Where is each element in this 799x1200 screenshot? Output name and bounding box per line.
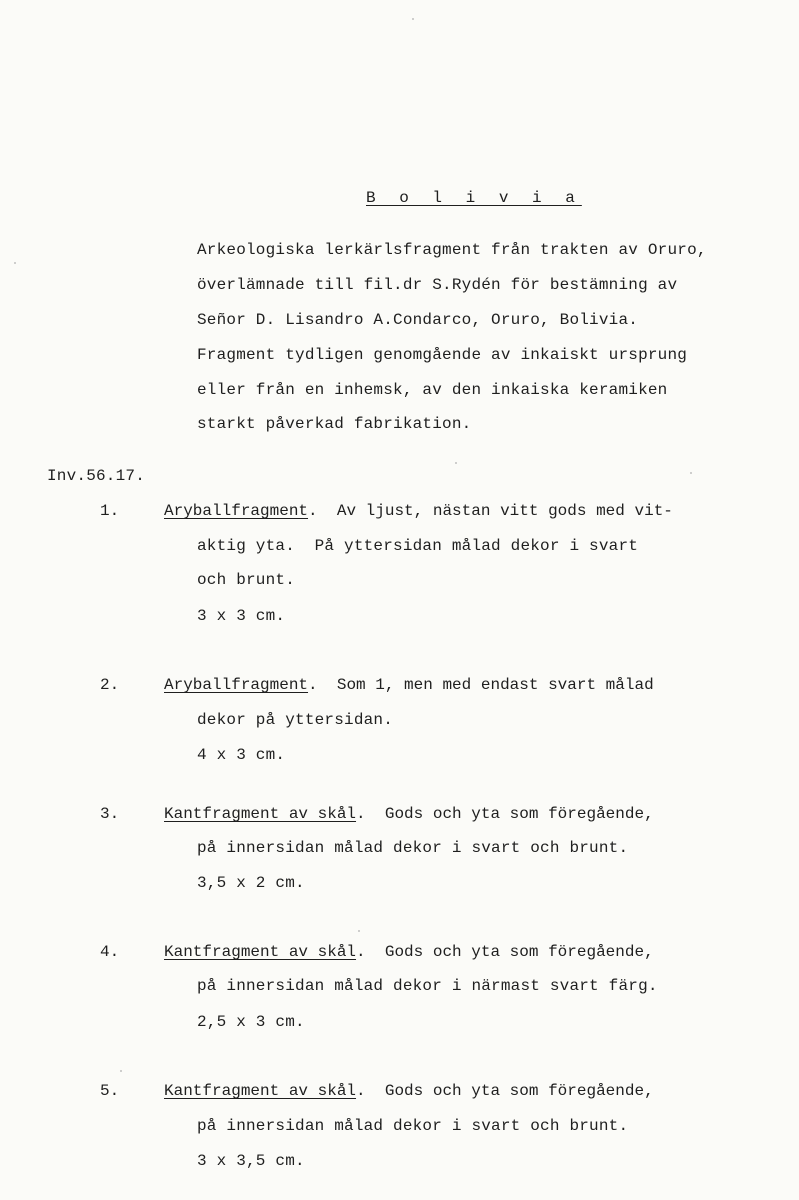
- item-headline: [164, 1081, 654, 1101]
- item-size: 3 x 3,5 cm.: [197, 1152, 305, 1170]
- item-text: . Gods och yta som föregående,: [356, 943, 654, 961]
- item-headline: [164, 804, 654, 824]
- paper-speck: [120, 1070, 122, 1072]
- item-number: 3.: [100, 805, 120, 823]
- paper-speck: [455, 462, 457, 464]
- item-line: aktig yta. På yttersidan målad dekor i svart: [197, 537, 639, 555]
- page-title: B o l i v i a: [366, 189, 582, 207]
- item-number: 5.: [100, 1082, 120, 1100]
- item-line: dekor på yttersidan.: [197, 711, 394, 729]
- intro-line: överlämnade till fil.dr S.Rydén för bestämning av: [197, 276, 678, 294]
- item-heading: Kantfragment av skål: [164, 805, 357, 823]
- item-headline: [164, 942, 654, 962]
- paper-speck: [358, 930, 360, 932]
- item-headline: [164, 675, 654, 695]
- item-line: på innersidan målad dekor i svart och brunt.: [197, 1117, 629, 1135]
- item-heading: Kantfragment av skål: [164, 943, 357, 961]
- item-number: 4.: [100, 943, 120, 961]
- paper-speck: [412, 18, 414, 20]
- intro-line: Fragment tydligen genomgående av inkaiskt ursprung: [197, 346, 688, 364]
- item-line: och brunt.: [197, 571, 296, 589]
- item-text: . Gods och yta som föregående,: [356, 1082, 654, 1100]
- item-heading: Aryballfragment: [164, 676, 309, 694]
- item-size: 3,5 x 2 cm.: [197, 874, 305, 892]
- intro-line: eller från en inhemsk, av den inkaiska keramiken: [197, 381, 668, 399]
- item-number: 2.: [100, 676, 120, 694]
- paper-speck: [690, 472, 692, 474]
- intro-line: Señor D. Lisandro A.Condarco, Oruro, Bolivia.: [197, 311, 639, 329]
- item-heading: Kantfragment av skål: [164, 1082, 357, 1100]
- intro-line: Arkeologiska lerkärlsfragment från trakten av Oruro,: [197, 241, 707, 259]
- item-size: 4 x 3 cm.: [197, 746, 286, 764]
- item-heading: Aryballfragment: [164, 502, 309, 520]
- item-size: 2,5 x 3 cm.: [197, 1013, 305, 1031]
- item-text: . Av ljust, nästan vitt gods med vit-: [308, 502, 673, 520]
- item-number: 1.: [100, 502, 120, 520]
- item-line: på innersidan målad dekor i närmast svart färg.: [197, 977, 658, 995]
- item-text: . Gods och yta som föregående,: [356, 805, 654, 823]
- item-text: . Som 1, men med endast svart målad: [308, 676, 654, 694]
- inventory-number: Inv.56.17.: [47, 467, 146, 485]
- item-size: 3 x 3 cm.: [197, 607, 286, 625]
- item-headline: [164, 501, 673, 521]
- intro-line: starkt påverkad fabrikation.: [197, 415, 472, 433]
- paper-speck: [14, 262, 16, 264]
- item-line: på innersidan målad dekor i svart och brunt.: [197, 839, 629, 857]
